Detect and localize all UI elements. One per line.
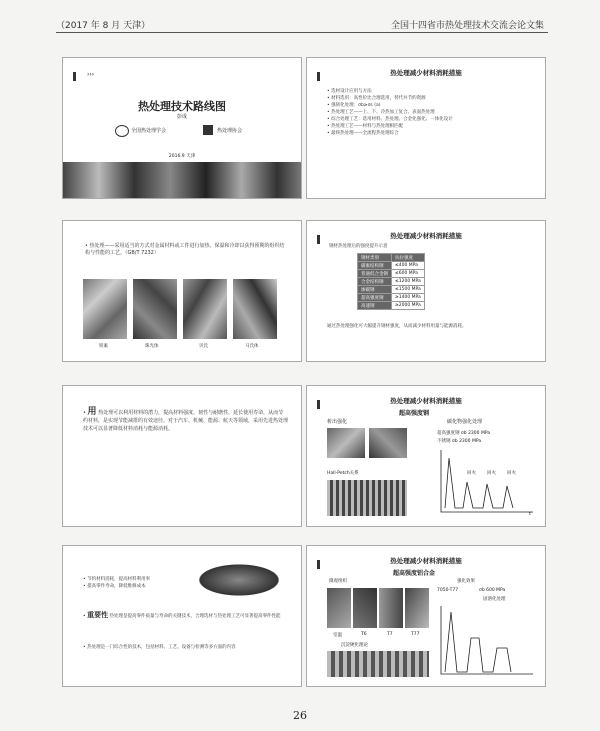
section-title: 超高强度钢 — [399, 410, 430, 417]
label: 固溶化处理 — [483, 597, 506, 602]
table-cell: 合金结构钢 — [358, 278, 392, 286]
emphasis-text: 用 — [87, 407, 97, 417]
arrow-icon: ››› — [87, 71, 95, 78]
quench-temper-graph — [437, 448, 537, 518]
micrograph-image — [133, 279, 177, 339]
table-note: 通过热处理强化可大幅提升钢材强度，从而减少材料用量与能源消耗。 — [327, 324, 467, 329]
caption: 室温 — [333, 633, 342, 638]
micrograph-image — [379, 588, 403, 628]
table-cell: 超高强度钢 — [358, 294, 392, 302]
label: 回火 — [467, 471, 476, 476]
table-cell: ≤1200 MPa — [392, 278, 425, 286]
label: 超高强度钢 σb 2300 MPa — [437, 431, 491, 436]
table-cell: 碳素结构钢 — [358, 262, 392, 270]
caption: 马氏体 — [245, 344, 259, 349]
aging-graph — [437, 604, 537, 680]
list-item: • 节约材料消耗，提高材料利用率 — [83, 576, 183, 583]
table-subtitle: 钢材热处理后的强度提升示意 — [329, 244, 388, 249]
slide-measures — [306, 57, 546, 199]
logo-right-text: 热处理协会 — [217, 128, 243, 134]
list-item: • 提高零件寿命，降低维修成本 — [83, 583, 183, 590]
bullet-list — [83, 644, 288, 651]
list-item: • 强韧化处理：σb≥σs (a) — [327, 102, 537, 109]
micrograph-image — [369, 428, 407, 458]
slide-aluminum — [306, 545, 546, 687]
plot-image — [327, 480, 407, 516]
slide-title — [62, 57, 302, 199]
definition-text: • 热处理——采用适当的方式对金属材料或工件进行加热、保温和冷却以获得预期的组织结构与性能的工艺。（GB/T 7232） — [85, 243, 285, 257]
caption: T7 — [387, 632, 393, 637]
bullet-list — [327, 88, 537, 137]
micrograph-image — [327, 588, 351, 628]
slide-main-title: 热处理技术路线图 — [138, 100, 226, 113]
slide-heading: 热处理减少材料消耗措施 — [390, 69, 462, 77]
list-item: • 最终热处理——全流程热处理综合 — [327, 130, 537, 137]
table-cell: 渗碳钢 — [358, 286, 392, 294]
importance-text: • 用 热处理可以利用材料的潜力，提高材料强度、韧性与耐磨性，延长使用寿命，从而节约材料，是实现节能减排的有效途径。对于汽车、机械、能源、航天等领域，采用先进热处理技术可以显著降低材料消耗与能源消耗。 — [83, 407, 289, 432]
strength-table — [357, 253, 425, 310]
label: 析出强化 — [327, 419, 348, 425]
header-right: 全国十四省市热处理技术交流会论文集 — [390, 21, 544, 31]
header-left: （2017 年 8 月 天津） — [56, 21, 151, 31]
list-item: • 热处理是一门综合性的技术，包括材料、工艺、设备与检测等多方面的内容 — [83, 644, 288, 651]
slide-heading: 热处理减少材料消耗措施 — [390, 232, 462, 240]
slide-strength-table — [306, 220, 546, 362]
label: 微观组织 — [329, 579, 347, 584]
table-cell: ≤600 MPa — [392, 270, 425, 278]
caption: T6 — [361, 632, 367, 637]
label: 沉淀硬化理论 — [341, 643, 368, 648]
list-item: • 热处理工艺——上、下、冷热加工复合、表面热处理 — [327, 109, 537, 116]
list-item: • 选材设计应用与方法 — [327, 88, 537, 95]
label: 强化效果 — [457, 579, 475, 584]
slide-car — [62, 545, 302, 687]
header-rule — [56, 32, 548, 33]
micrograph-image — [233, 279, 277, 339]
bullet-list — [83, 576, 183, 590]
logo-icon — [203, 125, 213, 135]
micrograph-image — [83, 279, 127, 339]
label: 7050-T77 — [437, 588, 459, 593]
table-cell: 普通低合金钢 — [358, 270, 392, 278]
label: 碳化物强化处理 — [447, 419, 483, 425]
table-cell: ≤1500 MPa — [392, 286, 425, 294]
slide-importance — [62, 385, 302, 527]
caption: 珠光体 — [145, 344, 159, 349]
slide-heading: 热处理减少材料消耗措施 — [390, 397, 462, 405]
list-item: • 材料选用：高性价比合理选用，替代并节约资源 — [327, 95, 537, 102]
slide-heading: 热处理减少材料消耗措施 — [390, 557, 462, 565]
caption: 铁素 — [99, 344, 108, 349]
list-item: • 综合处理工艺：选用材料、热处理、合金化强化、一体化设计 — [327, 116, 537, 123]
micrograph-image — [183, 279, 227, 339]
section-title: 超高强度铝合金 — [393, 570, 436, 577]
table-cell: ≤400 MPa — [392, 262, 425, 270]
table-cell: 高速钢 — [358, 302, 392, 310]
label: 回火 — [507, 471, 516, 476]
logo-icon — [115, 125, 129, 137]
page-number: 26 — [293, 709, 307, 722]
table-cell: ≥2000 MPa — [392, 302, 425, 310]
plot-image — [327, 651, 429, 677]
label: σb 600 MPa — [479, 588, 506, 593]
emphasis-text: 重要性 — [87, 611, 109, 619]
importance-text: • 重要性 热处理是提高零件质量与寿命的关键技术，合理选材与热处理工艺可显著提高零件性能 — [83, 611, 281, 619]
axis-label: t — [529, 512, 531, 517]
author: 彭成 — [176, 114, 187, 120]
logo-left-text: 全国热处理学会 — [131, 128, 167, 134]
date: 2016.9 天津 — [168, 154, 196, 159]
caption: T77 — [411, 632, 420, 637]
banner-image — [63, 162, 301, 198]
label: 回火 — [487, 471, 496, 476]
list-item: • 热处理工艺——材料与热处理相匹配 — [327, 123, 537, 130]
slide-ultrahigh-steel — [306, 385, 546, 527]
car-image — [193, 562, 285, 598]
table-cell: ≥1400 MPa — [392, 294, 425, 302]
table-header: 钢材类别 — [358, 254, 392, 262]
micrograph-image — [405, 588, 429, 628]
label: Hall-Petch关系 — [327, 471, 359, 476]
slide-definition — [62, 220, 302, 362]
slide-bar — [73, 72, 76, 81]
micrograph-image — [327, 428, 365, 458]
label: 不锈钢 σb 2300 MPa — [437, 439, 482, 444]
caption: 贝氏 — [199, 344, 208, 349]
micrograph-image — [353, 588, 377, 628]
table-header: 抗拉强度 — [392, 254, 425, 262]
